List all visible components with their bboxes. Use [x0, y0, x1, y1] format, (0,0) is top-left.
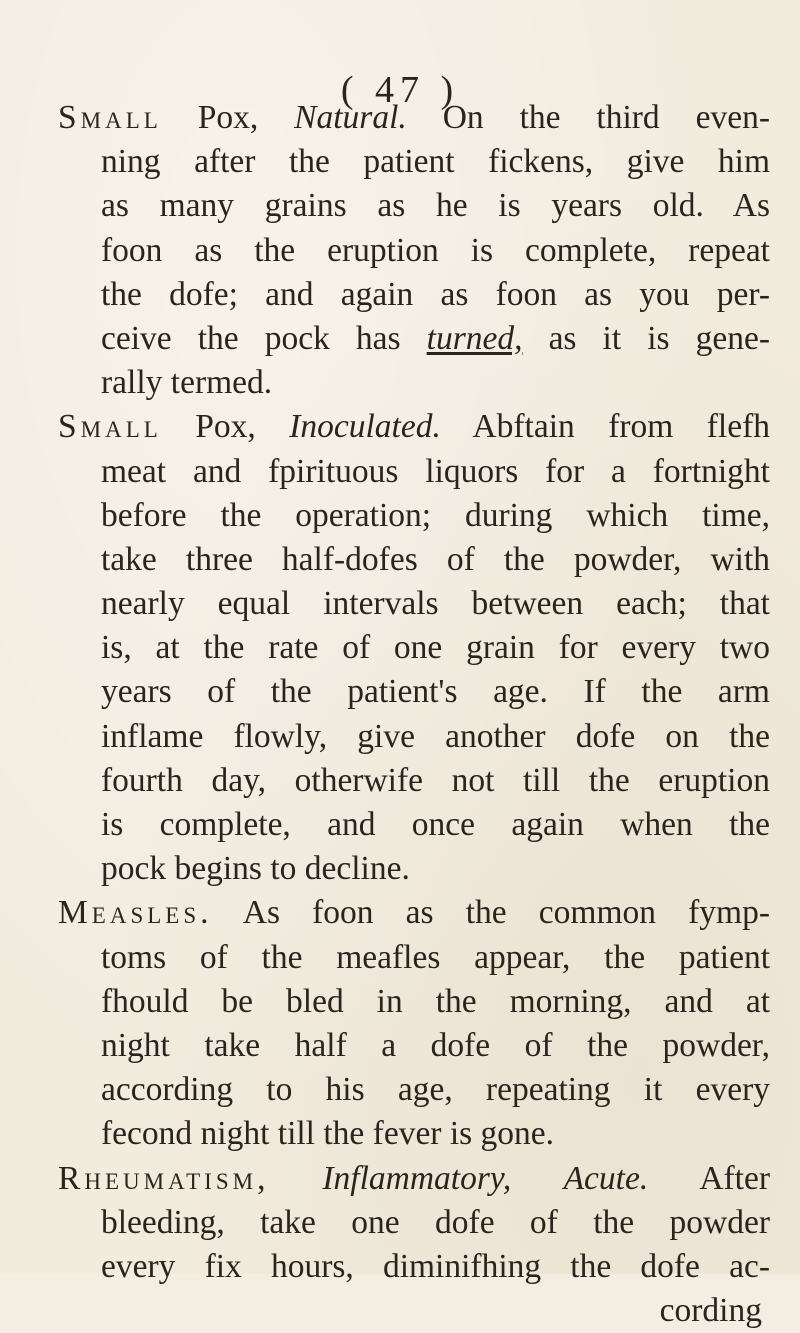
- text-line: fourth day, otherwife not till the eruption: [101, 761, 770, 799]
- emphasized-word: turned,: [426, 319, 523, 357]
- text-line: is, at the rate of one grain for every two: [101, 629, 770, 667]
- page-text: [58, 96, 770, 1333]
- text-line: meat and fpirituous liquors for a fortnight: [101, 452, 770, 490]
- text-line: Small Pox, Inoculated. Abftain from flefh: [58, 408, 770, 446]
- text-line: every fix hours, diminifhing the dofe ac-: [101, 1247, 770, 1285]
- entry-heading: Pox,: [195, 408, 256, 446]
- text-line: pock begins to decline.: [101, 850, 410, 888]
- text-line: ning after the patient fickens, give him: [101, 143, 770, 181]
- text-line: according to his age, repeating it every: [101, 1071, 770, 1109]
- entry-heading: Small: [58, 99, 162, 136]
- entry-qualifier: Inoculated.: [289, 408, 441, 446]
- entry-heading: Rheumatism,: [58, 1159, 270, 1197]
- text-line: ceive the pock has turned, as it is gene-: [101, 319, 771, 357]
- catchword: cording: [659, 1292, 762, 1330]
- text-line: Rheumatism, Inflammatory, Acute. After: [58, 1159, 770, 1197]
- text-line: inflame flowly, give another dofe on the: [101, 717, 770, 755]
- page-number: ( 47 ): [340, 69, 460, 111]
- text-line: rally termed.: [101, 364, 273, 402]
- text-line: as many grains as he is years old. As: [101, 187, 770, 225]
- text-line: before the operation; during which time,: [101, 496, 770, 534]
- text-line: is complete, and once again when the: [101, 806, 770, 843]
- text-line: Small Pox, Natural. On the third even-: [58, 99, 770, 136]
- text-line: foon as the eruption is complete, repeat: [101, 231, 770, 269]
- text-line: bleeding, take one dofe of the powder: [101, 1203, 770, 1241]
- text-line: toms of the meafles appear, the patient: [101, 938, 770, 976]
- entry-qualifier: Natural.: [294, 99, 407, 136]
- entry-heading: Measles.: [58, 894, 213, 932]
- text-line: Measles. As foon as the common fymp-: [58, 894, 770, 932]
- entry-rheumatism: [58, 1157, 770, 1290]
- text-line: years of the patient's age. If the arm: [101, 673, 770, 711]
- text-line: fhould be bled in the morning, and at: [101, 982, 770, 1020]
- entry-measles: [58, 891, 770, 1156]
- entry-small-pox-inoculated: [58, 405, 770, 891]
- entry-heading: Small: [58, 408, 162, 446]
- entry-qualifier: Inflammatory, Acute.: [322, 1159, 649, 1197]
- entry-small-pox-natural: [58, 96, 770, 405]
- text-line: the dofe; and again as foon as you per-: [101, 275, 770, 313]
- text-line: take three half-dofes of the powder, with: [101, 540, 770, 578]
- text-line: fecond night till the fever is gone.: [101, 1115, 555, 1153]
- text-line: nearly equal intervals between each; that: [101, 585, 770, 623]
- text-line: night take half a dofe of the powder,: [101, 1026, 770, 1064]
- entry-heading: Pox,: [197, 99, 259, 136]
